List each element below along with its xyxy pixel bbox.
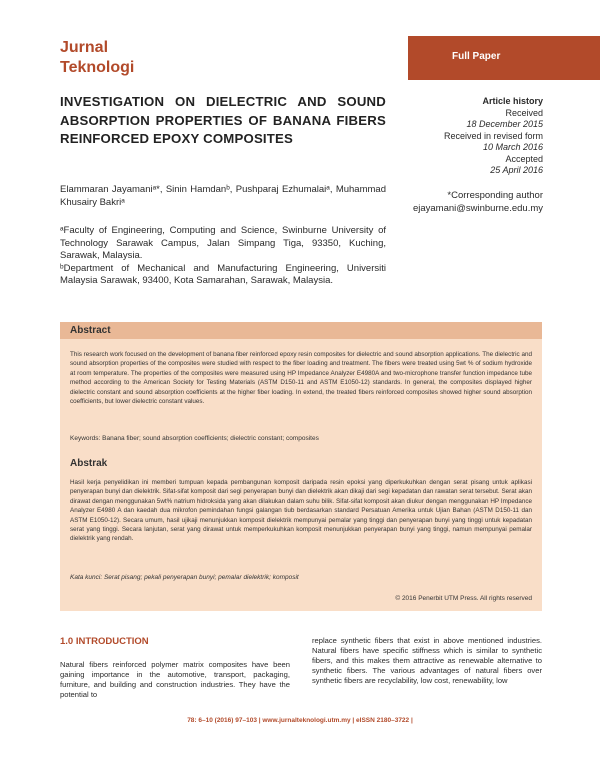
author-list: Elammaran Jayamaniᵃ*, Sinin Hamdanᵇ, Pushparaj Ezhumalaiᵃ, Muhammad Khusairy Bakriᵃ: [60, 184, 386, 208]
abstract-keywords: Keywords: Banana fiber; sound absorption coefficients; dielectric constant; composites: [70, 435, 319, 442]
journal-name-line2: Teknologi: [60, 59, 135, 76]
abstrak-heading: Abstrak: [70, 458, 108, 469]
abstract-header-bar: [60, 322, 542, 339]
accepted-date: 25 April 2016: [490, 165, 543, 175]
article-history: [373, 96, 543, 177]
affiliations: [60, 225, 386, 288]
affiliation-b: ᵇDepartment of Mechanical and Manufacturing Engineering, Universiti Malaysia Sarawak, 93400, Kota Samarahan, Sarawak, Malaysia.: [60, 262, 386, 286]
history-heading: Article history: [482, 96, 543, 106]
revised-date: 10 March 2016: [482, 142, 543, 152]
intro-column-left: Natural fibers reinforced polymer matrix composites have been gaining importance in the automotive, transport, packaging, furniture, and building and construction industries. They have the potential to: [60, 660, 290, 699]
abstract-text: This research work focused on the development of banana fiber reinforced epoxy resin composites for dielectric and sound absorption applications. The dielectric and sound absorption properties of the composites were studied with respect to the fiber loading and treatment. The fibers were treated using 5wt % of sodium hydroxide at room temperature. The properties of the composites were measured using HP Impedance Analyzer E4980A and two-microphone transfer function impedance tube method according to the American Society for Testing Materials (ASTM D150-11 and ASTM E1050-12) standards. In general, the composites displayed higher dielectric constant and sound absorption coefficients at the higher fiber loading. In extend, the treated fibers reinforced composites showed higher sound absorption coefficients, but lower dielectric constant values.: [70, 351, 532, 406]
abstrak-text: Hasil kerja penyelidikan ini memberi tumpuan kepada pembangunan komposit daripada resin epoksi yang diperkukuhkan dengan serat pisang untuk aplikasi penyerapan bunyi dan dielektrik. Sifat-sifat komposit dari segi penyerapan bunyi dan dielektrik akan dikaji dari segi kepadatan dan rawatan serat tersebut. Serat akan dirawat dengan menggunakan 5wt% natrium hidroksida yang akan dilakukan dalam suhu bilik. Sifat-sifat komposit akan diukur dengan menggunakan HP Impedance Analyzer E4980 A dan kaedah dua mikrofon pemindahan fungsi galangan tiub berdasarkan standard Persatuan Amerika untuk Ujian Bahan (ASTM D150-11 dan ASTM E1050-12). Secara umum, hasil ujikaji menunjukkan komposit dielektrik mempunyai pemalar yang tinggi dan penyerapan bunyi yang tinggi untuk kepadatan serat yang tinggi. Secara lanjutan, serat yang dirawat untuk memperkukuhkan komposit menunjukkan penyerapan bunyi yang tinggi, namun mempunyai pemalar dielektrik yang rendah.: [70, 479, 532, 543]
paper-title: INVESTIGATION ON DIELECTRIC AND SOUND ABSORPTION PROPERTIES OF BANANA FIBERS REINFORCED EPOXY COMPOSITES: [60, 94, 386, 146]
received-label: Received: [505, 107, 543, 118]
paper-type-label: Full Paper: [452, 51, 501, 62]
affiliation-a: ᵃFaculty of Engineering, Computing and Science, Swinburne University of Technology Sarawak Campus, Jalan Simpang Tiga, 93350, Kuching, Sarawak, Malaysia.: [60, 225, 386, 261]
received-date: 18 December 2015: [466, 119, 543, 129]
abstract-box: [60, 322, 542, 611]
paper-type-badge: [408, 36, 600, 80]
journal-name-line1: Jurnal: [60, 39, 109, 56]
corresponding-email[interactable]: ejayamani@swinburne.edu.my: [412, 202, 543, 214]
intro-column-right: replace synthetic fibers that exist in above mentioned industries. Natural fibers have specific stiffness which is similar to synthetic fibers, and this makes them attractive as renewable alternative to synthetic fibers. The various advantages of natural fibers over synthetic fibers are recyclability, low cost, renewability, low: [312, 636, 542, 685]
section-heading-introduction: 1.0 INTRODUCTION: [60, 636, 149, 647]
accepted-label: Accepted: [505, 153, 543, 164]
revised-label: Received in revised form: [443, 130, 543, 141]
abstract-heading: Abstract: [70, 325, 111, 336]
corresponding-label: *Corresponding author: [447, 190, 543, 201]
copyright-notice: © 2016 Penerbit UTM Press. All rights reserved: [395, 595, 532, 602]
abstrak-keywords: Kata kunci: Serat pisang; pekali penyerapan bunyi; pemalar dielektrik; komposit: [70, 574, 299, 581]
journal-logo: [60, 38, 134, 78]
page-footer: 78: 6–10 (2016) 97–103 | www.jurnalteknologi.utm.my | eISSN 2180–3722 |: [187, 717, 413, 724]
